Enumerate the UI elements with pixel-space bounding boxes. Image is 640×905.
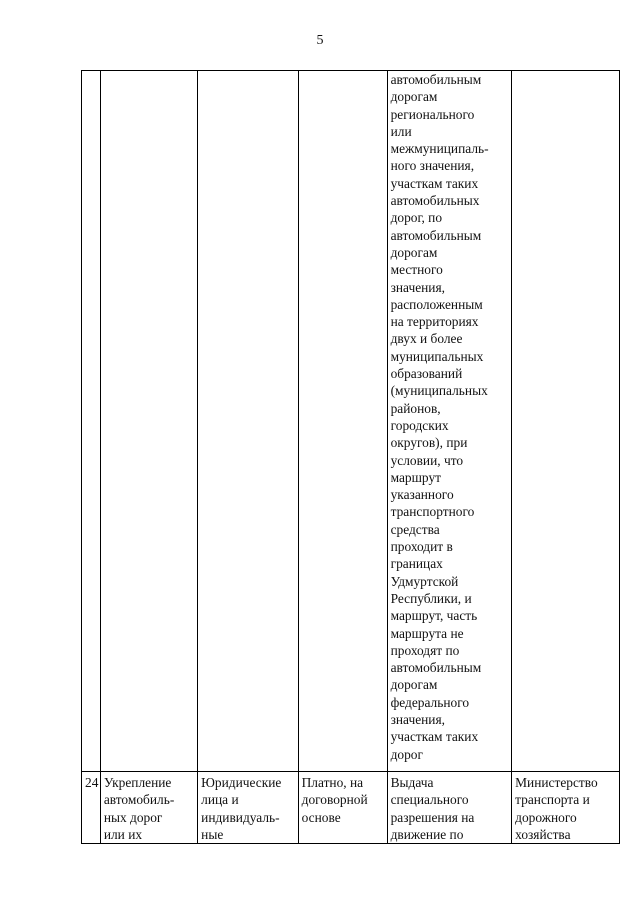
cell-text-line: границах [390, 556, 443, 572]
cell-text-line: значения, [390, 279, 445, 295]
cell-text-line: автомобильным [390, 227, 482, 243]
cell-text-line: городских [390, 417, 449, 433]
cell-text-line: федерального [390, 694, 470, 710]
cell-service-name [100, 71, 197, 772]
cell-text-line: транспорта и [515, 792, 590, 808]
cell-text-line: дорог, по [390, 210, 443, 226]
cell-text-line: дорогам [390, 89, 438, 105]
cell-text-line: ных дорог [103, 809, 163, 825]
cell-text-line: индивидуаль- [201, 809, 280, 825]
cell-text-line: (муниципальных [390, 383, 488, 399]
cell-text-line: межмуниципаль- [390, 141, 489, 157]
cell-text-line: участкам таких [390, 175, 479, 191]
cell-text-line: муниципальных [390, 348, 484, 364]
cell-text-line: разрешения на [390, 809, 475, 825]
cell-text-line: Платно, на [301, 775, 364, 790]
cell-recipients [198, 71, 298, 772]
table-row-continued [82, 71, 620, 772]
cell-text-line: маршрут, часть [390, 608, 478, 624]
cell-text-line: или [390, 123, 412, 139]
cell-text-line: движение по [390, 826, 464, 842]
cell-payment-terms [298, 772, 387, 844]
cell-row-number [82, 71, 101, 772]
cell-row-number: 24 [82, 772, 101, 844]
cell-text-line: автомобиль- [103, 792, 175, 808]
cell-text-line: значения, [390, 711, 445, 727]
cell-text-line: специального [390, 792, 469, 808]
cell-text-line: Укрепление [103, 775, 172, 790]
cell-authority [512, 772, 620, 844]
services-table [81, 70, 620, 844]
cell-result-description [387, 71, 512, 772]
cell-text-line: Удмуртской [390, 573, 459, 589]
cell-authority [512, 71, 620, 772]
cell-text-line: дорогам [390, 677, 438, 693]
cell-text-line: автомобильным [390, 72, 482, 87]
cell-text-line: лица и [201, 792, 239, 808]
cell-text-line: средства [390, 521, 440, 537]
cell-text-line: на территориях [390, 314, 479, 330]
table-row-24 [82, 772, 620, 844]
cell-text-line: условии, что [390, 452, 464, 468]
cell-text-line: ного значения, [390, 158, 475, 174]
cell-text-line: Выдача [390, 775, 434, 790]
cell-text-line: дорожного [515, 809, 577, 825]
cell-result-description [387, 772, 512, 844]
cell-text-line: маршрута не [390, 625, 464, 641]
cell-payment-terms [298, 71, 387, 772]
cell-text-line: дорогам [390, 244, 438, 260]
cell-text-line: Республики, и [390, 590, 472, 606]
cell-text-line: образований [390, 366, 463, 382]
cell-text-line: маршрут [390, 469, 441, 485]
cell-text-line: участкам таких [390, 729, 479, 745]
cell-text-line: проходят по [390, 642, 460, 658]
cell-service-name [100, 772, 197, 844]
cell-text-line: регионального [390, 106, 475, 122]
cell-text-line: договорной [301, 792, 368, 808]
cell-text-line: проходит в [390, 539, 453, 555]
cell-text-line: расположенным [390, 296, 483, 312]
cell-text-line: указанного [390, 487, 454, 503]
cell-text-line: районов, [390, 400, 441, 416]
page-number: 5 [316, 33, 324, 48]
cell-text-line: основе [301, 809, 341, 825]
cell-text-line: двух и более [390, 331, 463, 347]
cell-text-line: хозяйства [515, 826, 571, 842]
cell-text-line: Юридические [201, 775, 282, 790]
cell-text-line: автомобильных [390, 193, 480, 209]
cell-text-line: местного [390, 262, 443, 278]
cell-text-line: транспортного [390, 504, 475, 520]
cell-text-line: ные [201, 826, 224, 842]
cell-text-line: или их [103, 826, 143, 842]
cell-text-line: автомобильным [390, 660, 482, 676]
cell-text-line: дорог [390, 746, 423, 762]
cell-text-line: Министерство [515, 775, 598, 790]
cell-recipients [198, 772, 298, 844]
cell-text-line: округов), при [390, 435, 468, 451]
